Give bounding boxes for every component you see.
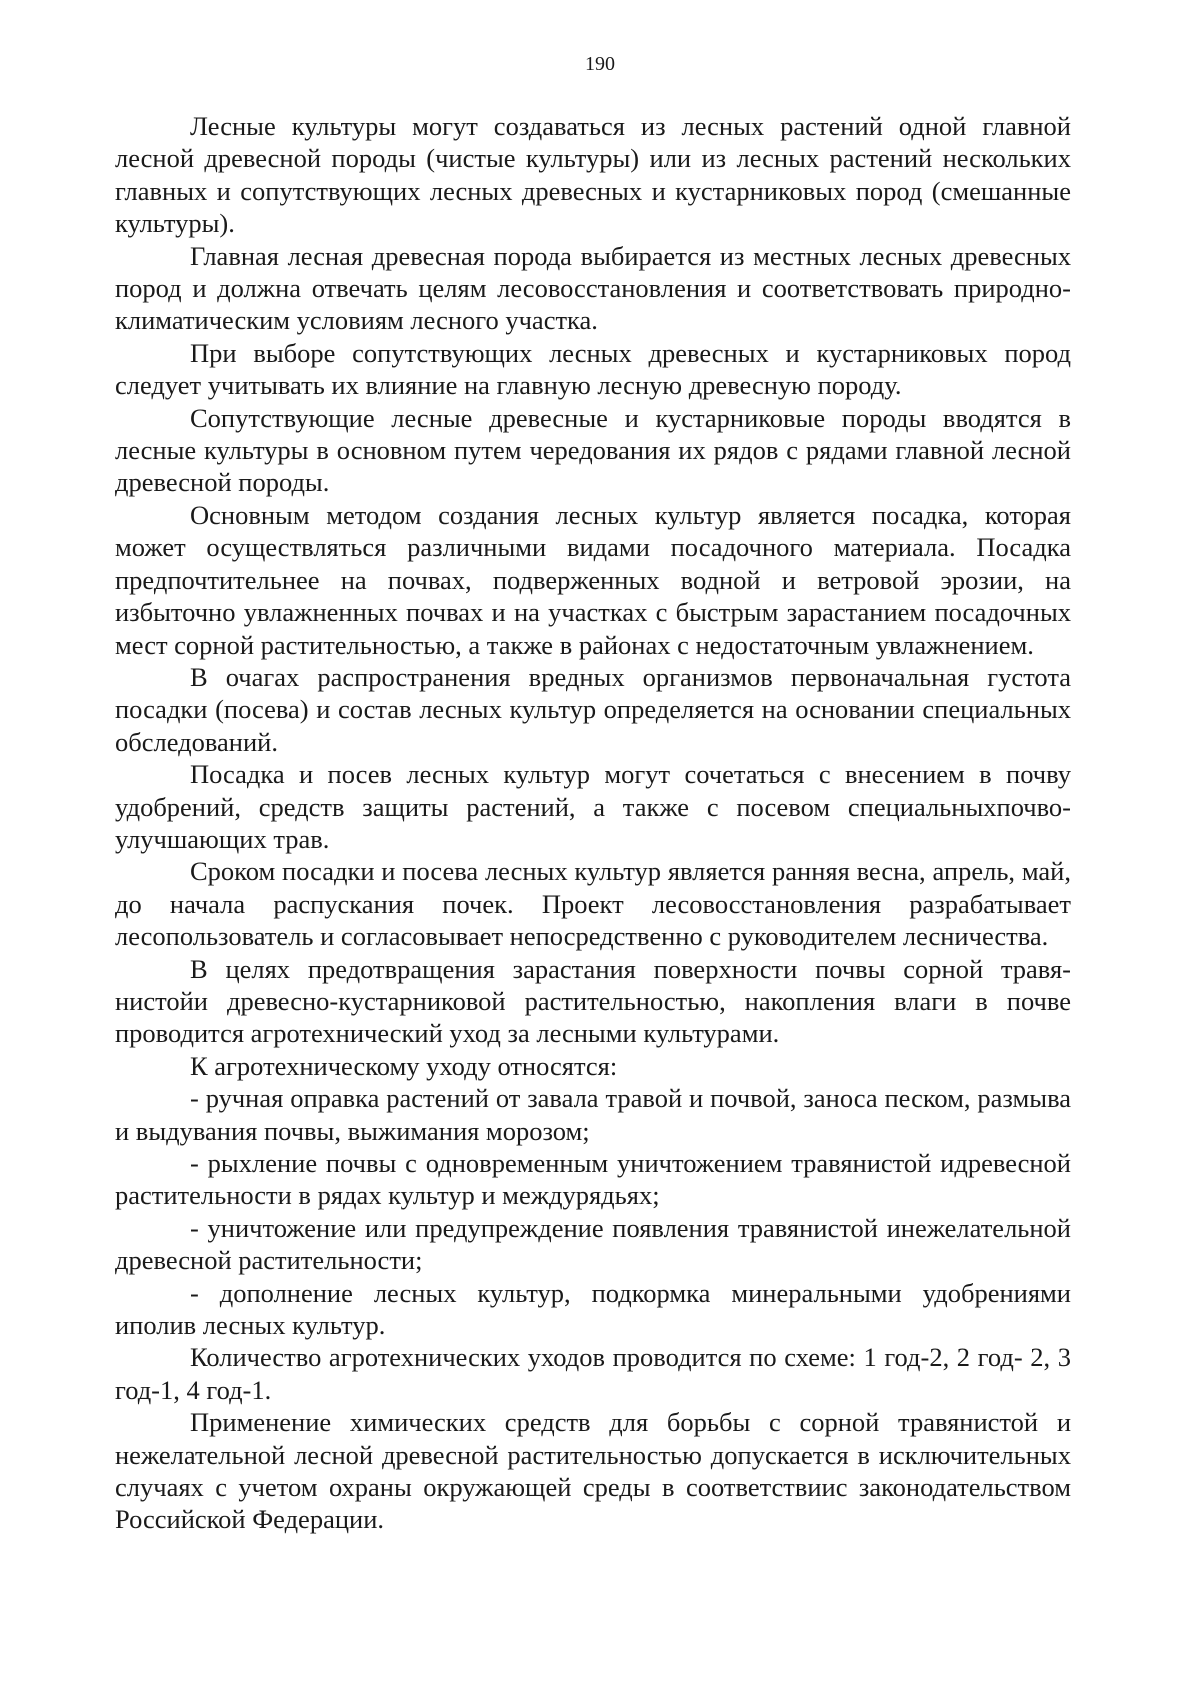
paragraph-1: Лесные культуры могут создаваться из лесных растений одной главной лесной древесной породы (чистые культуры) или из лесных растений нескольких главных и сопутствующих лесных древесных и кустарниковых пород (смешанные культуры). xyxy=(115,111,1071,239)
paragraph-12: Применение химических средств для борьбы с сорной травянистой и нежелательной лесной древесной растительностью допускается в исключительных случаях с учетом охраны окружающей среды в соответствиис законодательством Российской Федерации. xyxy=(115,1407,1071,1535)
paragraph-4: Сопутствующие лесные древесные и кустарниковые породы вводятся в лесные культуры в основном путем чередования их рядов с рядами главной лесной древесной породы. xyxy=(115,402,1071,498)
paragraph-6: В очагах распространения вредных организмов первоначальная густота посадки (посева) и состав лесных культур определяется на основании специальных обследований. xyxy=(115,661,1071,757)
paragraph-11: Количество агротехнических уходов проводится по схеме: 1 год-2, 2 год- 2, 3 год-1, 4 год-1. xyxy=(115,1342,1071,1405)
page-number: 190 xyxy=(585,53,615,75)
paragraph-7: Посадка и посев лесных культур могут сочетаться с внесением в почву удобрений, средств защиты растений, а также с посевом специальныхпочвоулучшающих трав. xyxy=(115,759,1071,854)
list-item-3: - уничтожение или предупреждение появления травянистой инежелательной древесной растительности; xyxy=(115,1212,1071,1276)
paragraph-9: В целях предотвращения зарастания поверхности почвы сорной травянистойи древесно-кустарниковой растительностью, накопления влаги в почве проводится агротехнический уход за лесными культурами. xyxy=(115,953,1071,1049)
paragraph-10: К агротехническому уходу относятся: xyxy=(190,1050,618,1081)
list-item-2: - рыхление почвы с одновременным уничтожением травянистой идревесной растительности в рядах культур и междурядьях; xyxy=(115,1148,1071,1211)
list-item-4: - дополнение лесных культур, подкормка минеральными удобрениями иполив лесных культур. xyxy=(115,1277,1071,1341)
paragraph-3: При выборе сопутствующих лесных древесных и кустарниковых пород следует учитывать их влияние на главную лесную древесную породу. xyxy=(115,337,1071,401)
document-body xyxy=(115,110,1071,1536)
paragraph-8: Сроком посадки и посева лесных культур является ранняя весна, апрель, май, до начала распускания почек. Проект лесовосстановления разрабатывает лесопользователь и согласовывает непосредственно с руководителем лесничества. xyxy=(115,856,1071,952)
list-item-1: - ручная оправка растений от завала травой и почвой, заноса песком, размыва и выдувания почвы, выжимания морозом; xyxy=(115,1083,1071,1146)
paragraph-2: Главная лесная древесная порода выбирается из местных лесных древесных пород и должна отвечать целям лесовосстановления и соответствовать природно- климатическим условиям лесного участка. xyxy=(115,240,1071,336)
paragraph-5: Основным методом создания лесных культур является посадка, которая может осуществляться различными видами посадочного материала. Посадка предпочтительнее на почвах, подверженных водной и ветровой эрозии, на избыточно увлажненных почвах и на участках с быстрым зарастанием посадочных мест сорной растительностью, а также в районах с недостаточным увлажнением. xyxy=(115,499,1071,660)
